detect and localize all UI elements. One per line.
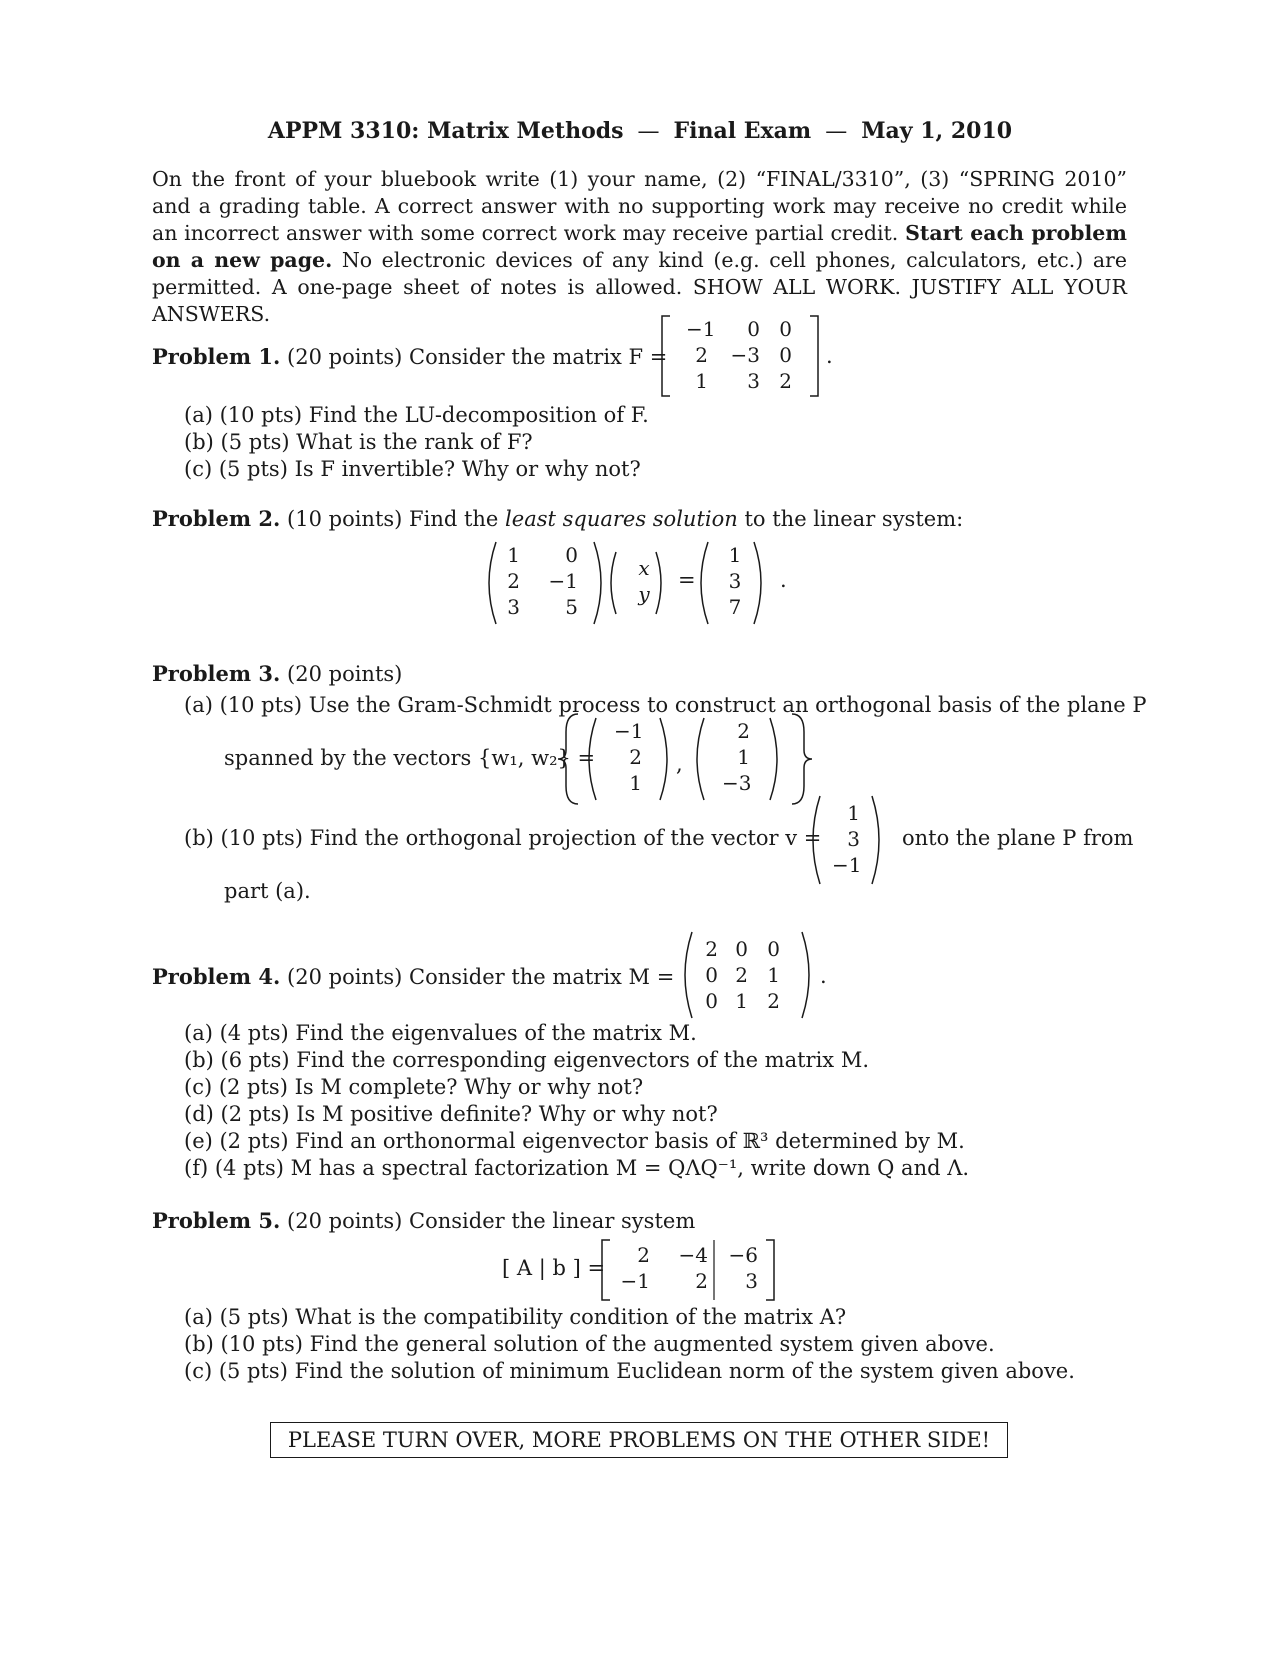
problem-3-part-a: (a) (10 pts) Use the Gram-Schmidt process to construct an orthogonal basis of the plane P [184,693,1147,717]
problem-4-part-b: (b) (6 pts) Find the corresponding eigenvectors of the matrix M. [184,1048,870,1072]
problem-5-heading [152,1208,695,1233]
exam-date: May 1, 2010 [861,118,1013,144]
matrix-entry: 3 [847,827,860,851]
problem-2-intro-italic: least squares solution [505,507,738,531]
problem-4-intro: (20 points) Consider the matrix M = [287,965,675,989]
matrix-entry: 3 [728,569,742,593]
matrix-entry: 1 [737,745,750,769]
matrix-entry: 7 [728,595,742,619]
problem-1-part-a: (a) (10 pts) Find the LU-decomposition of F. [184,403,649,427]
problem-5-part-b: (b) (10 pts) Find the general solution of the augmented system given above. [184,1332,995,1356]
matrix-entry: 2 [705,937,718,961]
problem-3-points: (20 points) [287,662,403,686]
matrix-entry: 2 [737,719,750,743]
matrix-entry: 0 [779,343,792,367]
matrix-entry: −6 [728,1243,758,1267]
problem-5-aug-label: [ A | b ] = [502,1256,606,1280]
problem-3-heading [152,661,402,686]
matrix-entry: −3 [722,771,752,795]
matrix-entry: 3 [747,369,760,393]
matrix-entry: 1 [629,771,642,795]
matrix-entry: 2 [629,745,642,769]
exam-title: Final Exam [673,118,812,144]
matrix-entry: 2 [767,989,780,1013]
problem-3-part-a-span: spanned by the vectors {w₁, w₂} = [224,746,596,770]
instructions-text-2: No electronic devices of any kind (e.g. cell phones, calculators, etc.) are permitted. A one-page sheet of notes is allowed. SHOW ALL WORK. JUSTIFY ALL YOUR ANSWERS. [152,248,1127,326]
matrix-entry: −1 [620,1269,650,1293]
problem-2-intro-a: (10 points) Find the [287,507,499,531]
matrix-entry: 1 [728,543,742,567]
matrix-entry: −1 [614,719,644,743]
matrix-entry: y [638,582,650,606]
problem-5-part-a: (a) (5 pts) What is the compatibility condition of the matrix A? [184,1305,847,1329]
matrix-entry: 0 [705,989,718,1013]
matrix-entry: 2 [507,569,520,593]
matrix-entry: 1 [695,369,708,393]
matrix-entry: 0 [767,937,780,961]
problem-3-vector-v [826,800,866,878]
problem-4-end: . [820,964,827,988]
problem-3-comma: , [676,752,683,776]
matrix-entry: 0 [565,543,578,567]
problem-3-label: Problem 3. [152,661,281,686]
matrix-entry: 3 [745,1269,758,1293]
matrix-entry: x [638,556,650,580]
problem-5-label: Problem 5. [152,1208,281,1233]
matrix-entry: 2 [735,963,748,987]
problem-4-matrix [694,936,786,1014]
turn-over-note: PLEASE TURN OVER, MORE PROBLEMS ON THE OTHER SIDE! [270,1422,1008,1458]
problem-1-matrix [680,316,798,394]
problem-3-part-b-cont: onto the plane P from [902,826,1134,850]
problem-5-intro: (20 points) Consider the linear system [287,1209,696,1233]
instructions-bold: Start each problem on a new page. [152,221,1127,272]
matrix-entry: 1 [507,543,520,567]
problem-4-part-c: (c) (2 pts) Is M complete? Why or why not? [184,1075,644,1099]
problem-2-vector-b [722,542,748,620]
problem-3-vector-w2 [716,718,756,796]
matrix-entry: 0 [735,937,748,961]
problem-2-label: Problem 2. [152,506,281,531]
matrix-entry: −1 [548,569,578,593]
matrix-entry: 0 [779,317,792,341]
problem-1-intro: (20 points) Consider the matrix F = [287,345,668,369]
problem-1-end: . [826,344,833,368]
course-title: APPM 3310: Matrix Methods [267,118,624,144]
matrix-entry: 5 [565,595,578,619]
matrix-entry: 1 [767,963,780,987]
problem-2-end: . [780,568,787,592]
matrix-entry: 2 [695,343,708,367]
title-separator: — [825,119,848,144]
problem-1-label: Problem 1. [152,344,281,369]
problem-2-heading [152,506,963,531]
problem-3-part-b: (b) (10 pts) Find the orthogonal projection of the vector v = [184,826,822,850]
page-title [0,118,1280,144]
matrix-entry: −1 [832,853,862,877]
problem-2-intro-b: to the linear system: [744,507,964,531]
problem-3-part-b-end: part (a). [224,879,311,903]
title-separator: — [637,119,660,144]
matrix-entry: 1 [735,989,748,1013]
matrix-entry: 2 [695,1269,708,1293]
problem-4-label: Problem 4. [152,964,281,989]
matrix-entry: −1 [686,317,716,341]
problem-1-part-b: (b) (5 pts) What is the rank of F? [184,430,533,454]
problem-2-vector-x [630,555,658,607]
problem-4-part-e: (e) (2 pts) Find an orthonormal eigenvector basis of ℝ³ determined by M. [184,1129,965,1153]
matrix-entry: 0 [747,317,760,341]
problem-3-vector-w1 [608,718,648,796]
matrix-entry: −3 [730,343,760,367]
problem-5-aug-matrix [612,1242,764,1294]
problem-1-heading [152,344,667,369]
problem-4-heading [152,964,674,989]
problem-3-vector-brackets [556,712,816,806]
instructions [152,166,1127,328]
problem-5-part-c: (c) (5 pts) Find the solution of minimum Euclidean norm of the system given above. [184,1359,1075,1383]
matrix-entry: 1 [847,801,860,825]
problem-2-equals: = [678,568,696,592]
matrix-entry: 0 [705,963,718,987]
problem-4-part-d: (d) (2 pts) Is M positive definite? Why or why not? [184,1102,718,1126]
matrix-entry: 3 [507,595,520,619]
matrix-entry: −4 [678,1243,708,1267]
instructions-text-1: On the front of your bluebook write (1) your name, (2) “FINAL/3310”, (3) “SPRING 2010” and a grading table. A correct answer with no supporting work may receive no credit while an incorrect answer with some correct work may receive partial credit. [152,167,1127,245]
matrix-entry: 2 [779,369,792,393]
problem-4-part-f: (f) (4 pts) M has a spectral factorization M = QΛQ⁻¹, write down Q and Λ. [184,1156,970,1180]
problem-2-matrix-a [500,542,584,620]
matrix-entry: 2 [637,1243,650,1267]
problem-4-part-a: (a) (4 pts) Find the eigenvalues of the matrix M. [184,1021,697,1045]
problem-1-part-c: (c) (5 pts) Is F invertible? Why or why not? [184,457,641,481]
